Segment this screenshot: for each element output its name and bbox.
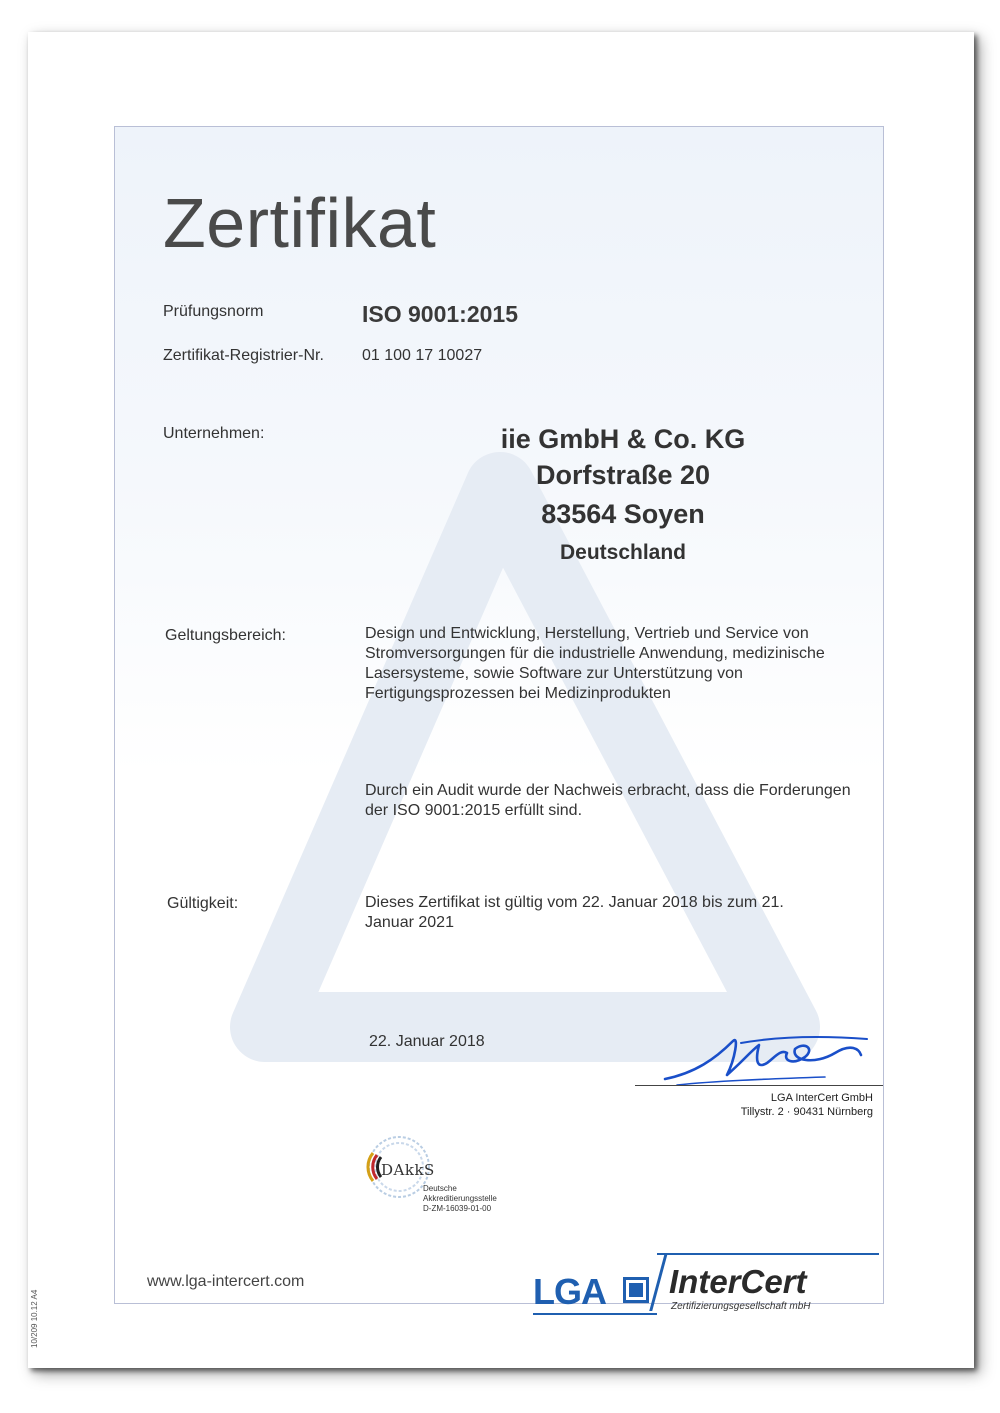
scope-label: Geltungsbereich: — [165, 627, 286, 644]
website-link[interactable]: www.lga-intercert.com — [147, 1273, 305, 1290]
company-country: Deutschland — [559, 541, 687, 564]
signature-line — [635, 1085, 883, 1086]
signature — [655, 1015, 875, 1095]
dakks-line-3: D-ZM-16039-01-00 — [423, 1204, 492, 1213]
issuer-block — [741, 1091, 873, 1119]
form-code: 10/209 10.12 A4 — [30, 1289, 39, 1348]
issuer-address: Tillystr. 2 · 90431 Nürnberg — [740, 1106, 873, 1118]
standard-label: Prüfungsnorm — [163, 303, 264, 320]
company-street: Dorfstraße 20 — [535, 460, 711, 490]
dakks-name: DAkkS — [381, 1161, 435, 1179]
company-city: 83564 Soyen — [541, 499, 705, 529]
registration-label: Zertifikat-Registrier-Nr. — [163, 347, 324, 364]
registration-number: 01 100 17 10027 — [362, 347, 483, 364]
lga-intercert-logo — [533, 1253, 883, 1311]
validity-text: Dieses Zertifikat ist gültig vom 22. Januar 2018 bis zum 21. Januar 2021 — [365, 894, 784, 931]
dakks-line-2: Akkreditierungsstelle — [423, 1194, 497, 1203]
logo-subtitle: Zertifizierungsgesellschaft mbH — [671, 1301, 811, 1312]
dakks-details — [423, 1184, 497, 1214]
dakks-line-1: Deutsche — [423, 1184, 457, 1193]
audit-statement: Durch ein Audit wurde der Nachweis erbracht, dass die Forderungen der ISO 9001:2015 erfüllt sind. — [365, 782, 851, 819]
certificate-sheet — [28, 32, 974, 1368]
standard-value: ISO 9001:2015 — [362, 301, 519, 327]
certificate-frame — [114, 126, 884, 1312]
logo-lga-text: LGA — [533, 1271, 606, 1312]
scope-text: Design und Entwicklung, Herstellung, Vertrieb und Service von Stromversorgungen für die industrielle Anwendung, medizinische Lasersysteme, sowie Software zur Unterstützung von Fertigungsprozessen bei Medizinprodukten — [365, 625, 825, 702]
company-name: iie GmbH & Co. KG — [500, 424, 746, 454]
issuer-name: LGA InterCert GmbH — [770, 1092, 873, 1104]
logo-square-icon — [623, 1277, 649, 1303]
page-title: Zertifikat — [163, 184, 437, 262]
logo-intercert-text: InterCert — [669, 1263, 807, 1300]
validity-label: Gültigkeit: — [167, 895, 239, 912]
issue-date: 22. Januar 2018 — [369, 1033, 485, 1050]
company-label: Unternehmen: — [163, 425, 265, 442]
